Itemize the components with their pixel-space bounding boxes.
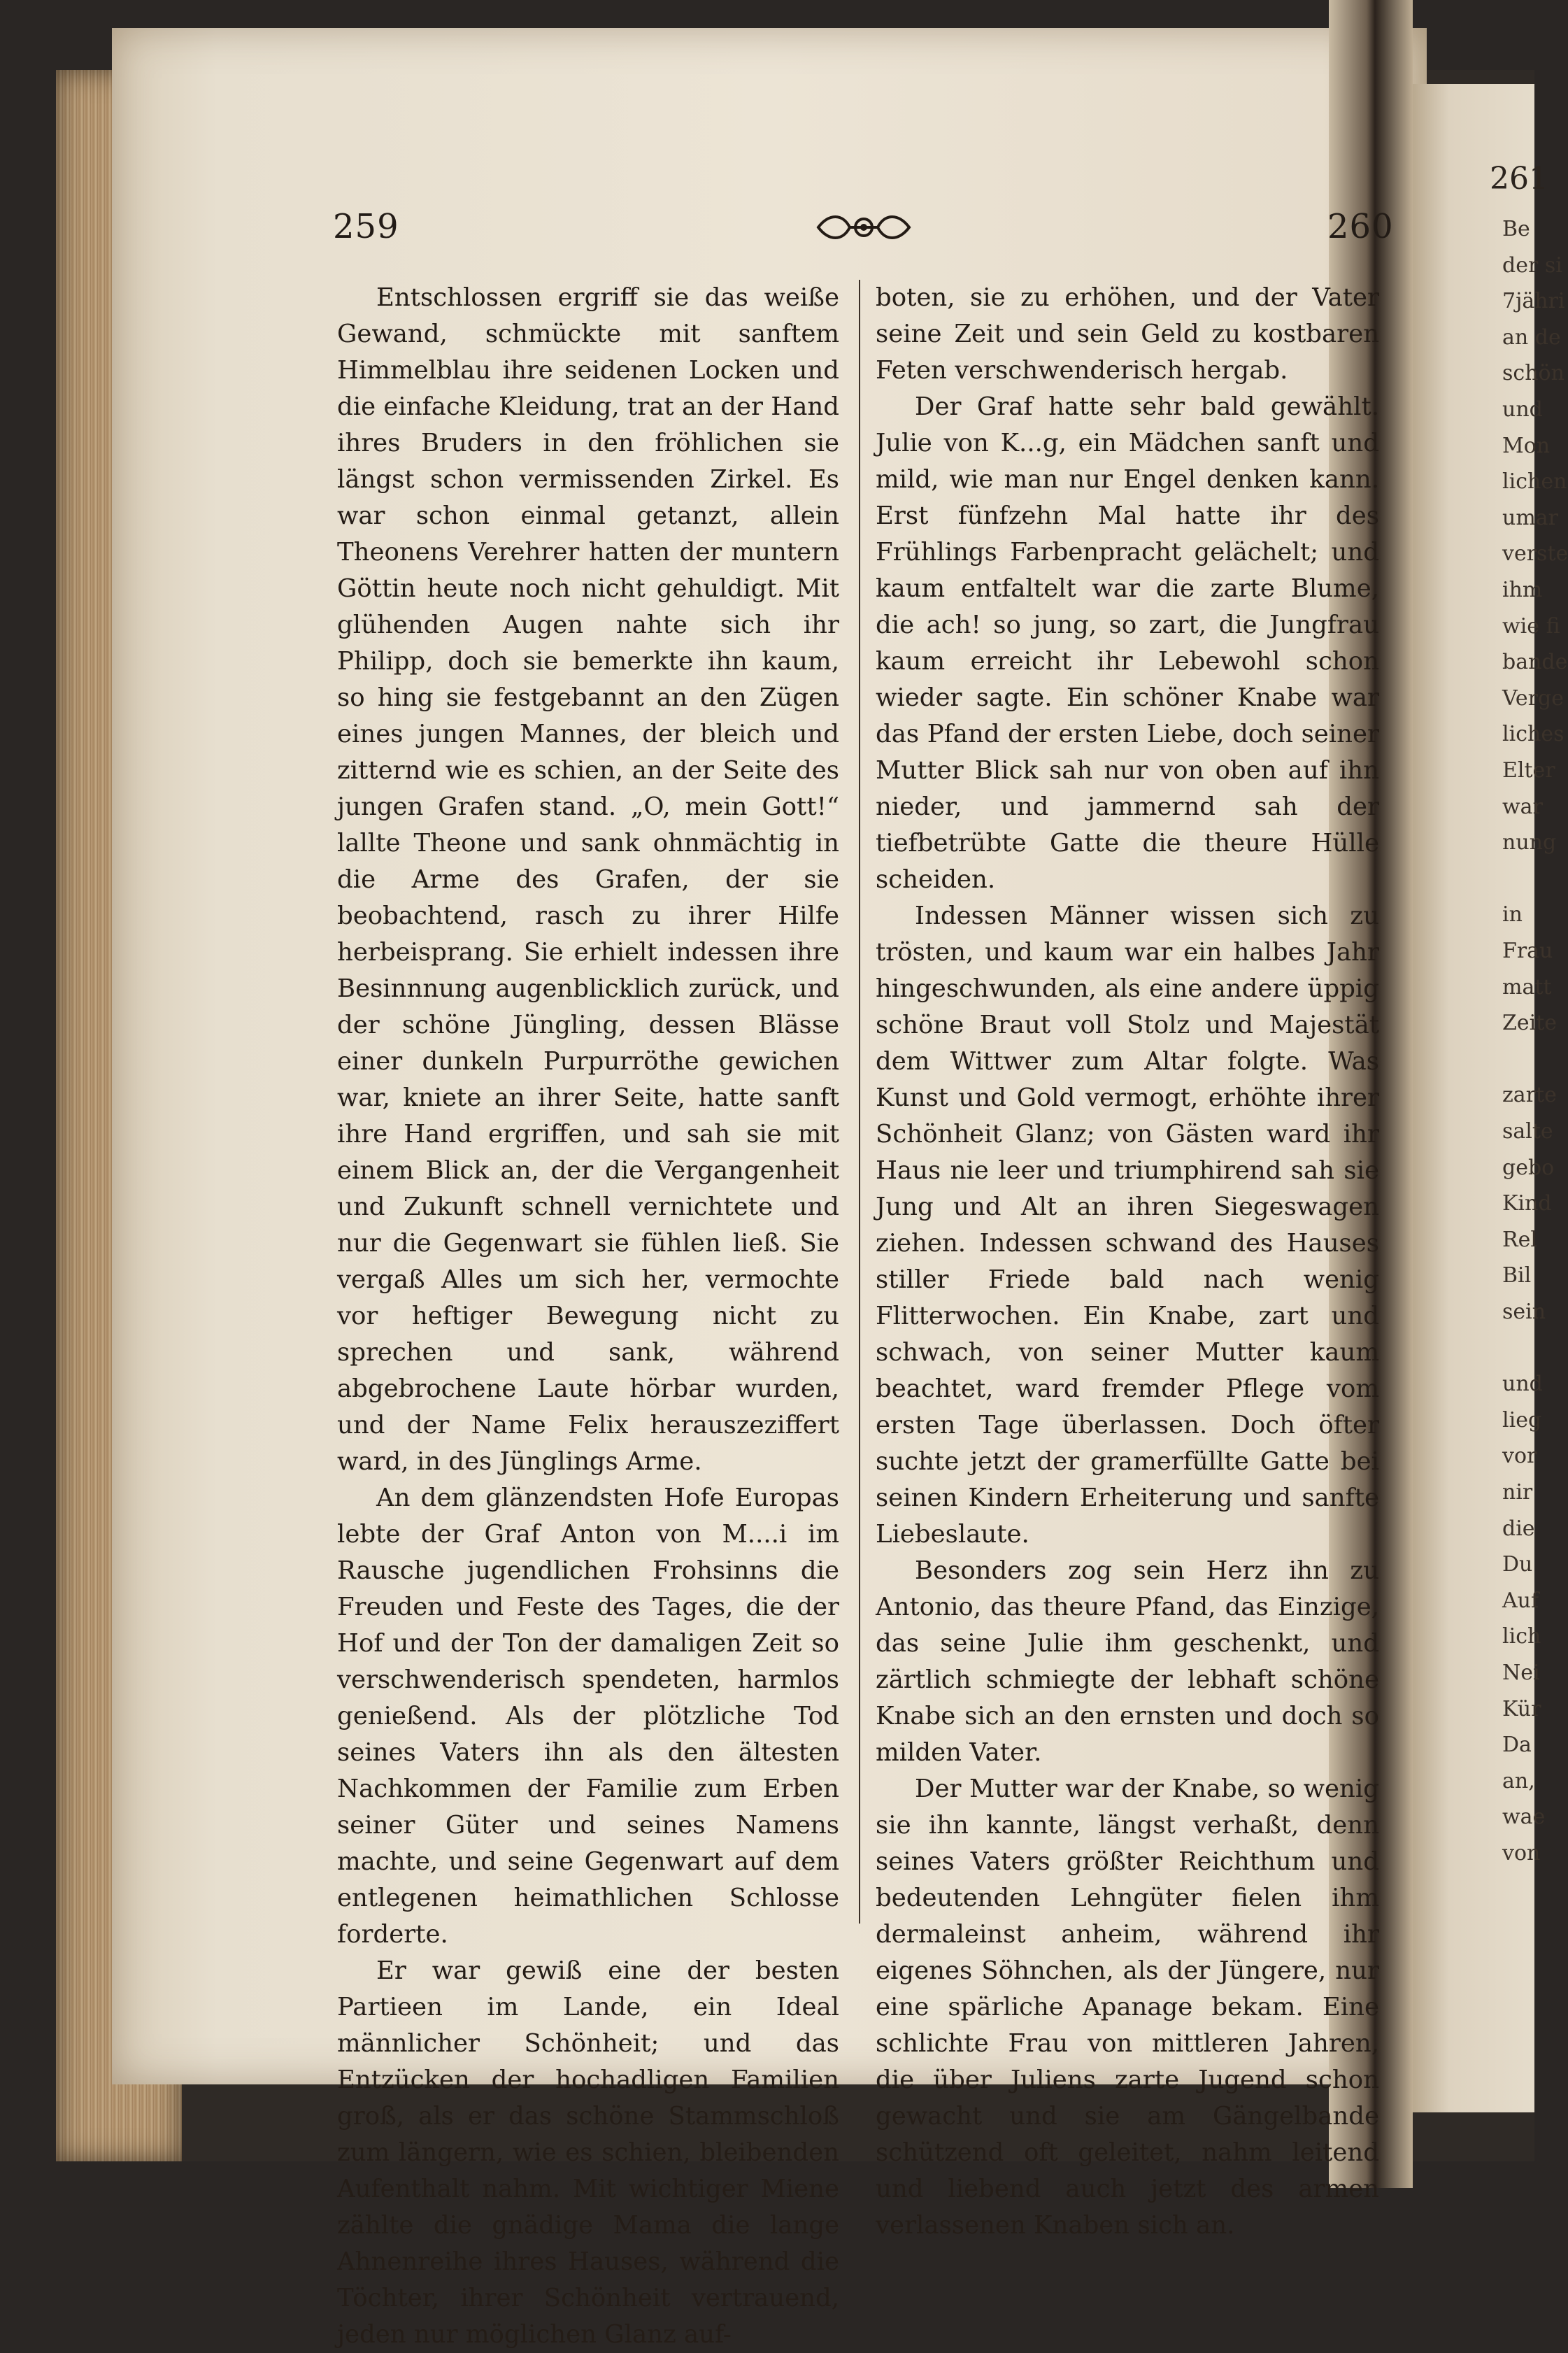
next-page-line-fragment: an, xyxy=(1502,1768,1535,1793)
next-page-line-fragment: gebo xyxy=(1502,1155,1555,1180)
next-page-line-fragment: Rel xyxy=(1502,1227,1537,1252)
column-divider xyxy=(859,280,860,1924)
next-page-line-fragment: Du xyxy=(1502,1552,1533,1577)
next-page-line-fragment: der si xyxy=(1502,253,1562,278)
next-page-line-fragment: wae xyxy=(1502,1805,1546,1830)
header-ornament-icon xyxy=(811,210,916,245)
left-page-number: 259 xyxy=(333,207,399,246)
next-page-line-fragment: Verge xyxy=(1502,685,1564,711)
next-page-line-fragment: war xyxy=(1502,794,1543,819)
next-page-line-fragment: Frau xyxy=(1502,939,1553,963)
next-page-line-fragment: Kür xyxy=(1502,1696,1541,1721)
next-page-line-fragment: bande xyxy=(1502,650,1568,675)
next-page-line-fragment: liches xyxy=(1502,722,1565,747)
next-page-line-fragment: und xyxy=(1502,1372,1543,1397)
paragraph: Indessen Männer wissen sich zu trösten, und kaum war ein halbes Jahr hingeschwunden, als eine andere üppig schöne Braut voll Stolz und Majestät dem Wittwer zum Altar folgte. Was Kunst und Gold vermogt, erhöhte ihrer Schönheit Glanz; von Gästen ward ihr Haus nie leer und triumphirend sah sie Jung und Alt an ihren Siegeswagen ziehen. Indessen schwand des Hauses stiller Friede bald nach wenig Flitterwochen. Ein Knabe, zart und schwach, von seiner Mutter kaum beachtet, ward fremder Pflege vom ersten Tage überlassen. Doch öfter suchte jetzt der gramerfüllte Gatte bei seinen Kindern Erheiterung und sanfte Liebeslaute. xyxy=(876,902,1379,1549)
next-page-number: 261 xyxy=(1490,161,1548,197)
paragraph: Besonders zog sein Herz ihn zu Antonio, das theure Pfand, das Einzige, das seine Julie ihm geschenkt, und zärtlich schmiegte der lebhaft schöne Knabe sich an den ernsten und doch so milden Vater. xyxy=(876,1556,1379,1767)
next-page-partial xyxy=(1413,84,1568,2112)
paragraph: An dem glänzendsten Hofe Europas lebte der Graf Anton von M....i im Rausche jugendlichen Frohsinns die Freuden und Feste des Tages, die der Hof und der Ton der damaligen Zeit so verschwenderisch spendeten, harmlos genießend. Als der plötzliche Tod seines Vaters ihn als den ältesten Nachkommen der Familie zum Erben seiner Güter und seines Namens machte, und seine Gegenwart auf dem entlegenen heimathlichen Schlosse forderte. xyxy=(337,1484,839,1949)
next-page-line-fragment: Be xyxy=(1502,217,1530,241)
next-page-line-fragment: sein xyxy=(1502,1300,1546,1324)
next-page-line-fragment: vor xyxy=(1502,1444,1537,1469)
next-page-line-fragment: lieg xyxy=(1502,1407,1542,1433)
next-page-line-fragment: Da xyxy=(1502,1733,1532,1758)
next-page-line-fragment: verste xyxy=(1502,541,1568,567)
next-page-line-fragment: Kind xyxy=(1502,1191,1552,1216)
paragraph: Entschlossen ergriff sie das weiße Gewand, schmückte mit sanftem Himmelblau ihre seidenen Locken und die einfache Kleidung, trat an der Hand ihres Bruders in den fröhlichen sie längst schon vermissenden Zirkel. Es war schon einmal getanzt, allein Theonens Verehrer hatten der muntern Göttin heute noch nicht gehuldigt. Mit glühenden Augen nahte sich ihr Philipp, doch sie bemerkte ihn kaum, so hing sie festgebannt an den Zügen eines jungen Mannes, der bleich und zitternd wie es schien, an der Seite des jungen Grafen stand. „O, mein Gott!“ lallte Theone und sank ohnmächtig in die Arme des Grafen, der sie beobachtend, rasch zu ihrer Hilfe herbeisprang. Sie erhielt indessen ihre Besinnnung augenblicklich zurück, und der schöne Jüngling, dessen Blässe einer dunkeln Purpurröthe gewichen war, kniete an ihrer Seite, hatte sanft ihre Hand ergriffen, und sah sie mit einem Blick an, der die Vergangenheit und Zukunft schnell vernichtete und nur die Gegenwart sie fühlen ließ. Sie vergaß Alles um sich her, vermochte vor heftiger Bewegung nicht zu sprechen und sank, während abgebrochene Laute hörbar wurden, und der Name Felix herauszeziffert ward, in des Jünglings Arme. xyxy=(337,283,839,1476)
next-page-line-fragment: salte xyxy=(1502,1119,1553,1144)
next-page-line-fragment: Auf xyxy=(1502,1588,1539,1613)
paragraph: Der Mutter war der Knabe, so wenig sie ihn kannte, längst verhaßt, denn seines Vaters größter Reichthum und bedeutenden Lehngüter fielen ihm dermaleinst anheim, während ihr eigenes Söhnchen, als der Jüngere, nur eine spärliche Apanage bekam. Eine schlichte Frau von mittleren Jahren, die über Juliens zarte Jugend schon gewacht und sie am Gängelbande schützend oft geleitet, nahm leitend und liebend auch jetzt des armen verlassenen Knaben sich an. xyxy=(876,1775,1379,2240)
paragraph: Der Graf hatte sehr bald gewählt. Julie von K...g, ein Mädchen sanft und mild, wie man nur Engel denken kann. Erst fünfzehn Mal hatte ihr des Frühlings Farbenpracht gelächelt; und kaum entfaltelt war die zarte Blume, die ach! so jung, so zart, die Jungfrau kaum erreicht ihr Lebewohl schon wieder sagte. Ein schöner Knabe war das Pfand der ersten Liebe, doch seiner Mutter Blick sah nur von oben auf ihn nieder, und jammernd sah der tiefbetrübte Gatte die theure Hülle scheiden. xyxy=(876,392,1379,894)
left-text-column xyxy=(337,280,839,2353)
next-page-line-fragment: wie fi xyxy=(1502,613,1560,639)
next-page-line-fragment: zarte xyxy=(1502,1083,1557,1108)
next-page-line-fragment: nir xyxy=(1502,1480,1533,1505)
next-page-line-fragment: Elter xyxy=(1502,758,1555,783)
next-page-line-fragment: schön xyxy=(1502,361,1565,386)
paragraph: boten, sie zu erhöhen, und der Vater seine Zeit und sein Geld zu kostbaren Feten verschwenderisch hergab. xyxy=(876,283,1379,385)
next-page-line-fragment: Zeite xyxy=(1502,1011,1558,1036)
next-page-line-fragment: lich xyxy=(1502,1624,1541,1649)
next-page-line-fragment: von xyxy=(1502,1841,1541,1865)
next-page-line-fragment: in xyxy=(1502,902,1523,927)
next-page-line-fragment: Nei xyxy=(1502,1661,1540,1685)
next-page-line-fragment: und xyxy=(1502,397,1543,422)
next-page-line-fragment: Mon xyxy=(1502,433,1551,458)
next-page-line-fragment: an de xyxy=(1502,325,1561,350)
next-page-line-fragment: 7jähri xyxy=(1502,289,1565,314)
right-page-number: 260 xyxy=(1327,207,1394,246)
next-page-line-fragment: ihm xyxy=(1502,578,1543,602)
next-page-line-fragment: lichen xyxy=(1502,469,1567,495)
next-page-line-fragment: die xyxy=(1502,1516,1535,1541)
paragraph: Er war gewiß eine der besten Partieen im Lande, ein Ideal männlicher Schönheit; und das Entzücken der hochadligen Familien groß, als er das schöne Stammschloß zum längern, wie es schien, bleibenden Aufenthalt nahm. Mit wichtiger Miene zählte die gnädige Mama die lange Ahnenreihe ihres Hauses, während die Töchter, ihrer Schönheit vertrauend, jeden nur möglichen Glanz auf- xyxy=(337,1956,839,2349)
next-page-line-fragment: matt xyxy=(1502,974,1552,1000)
next-page-line-fragment: nung xyxy=(1502,830,1557,855)
next-page-line-fragment: umar xyxy=(1502,505,1558,530)
next-page-line-fragment: Bil xyxy=(1502,1263,1532,1288)
right-text-column xyxy=(876,280,1379,2244)
